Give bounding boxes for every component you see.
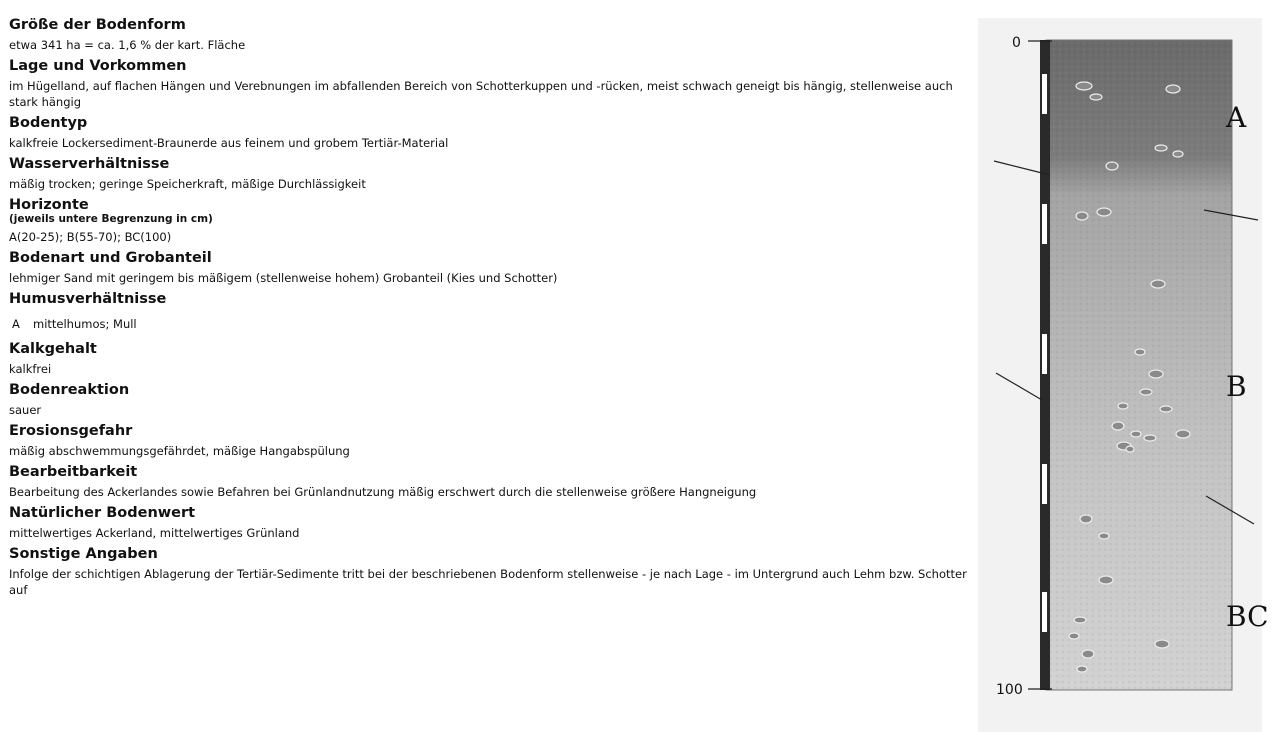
section-text-wert: mittelwertiges Ackerland, mittelwertiges Grünland xyxy=(9,526,300,540)
humus-row xyxy=(12,316,969,332)
scale-label-bottom: 100 xyxy=(996,682,1023,698)
scale-label-top: 0 xyxy=(1012,35,1021,51)
section-text-horizonte: A(20-25); B(55-70); BC(100) xyxy=(9,230,172,244)
humus-text: mittelhumos; Mull xyxy=(33,317,137,331)
section-text-kalk: kalkfrei xyxy=(9,362,52,376)
section-title-humus: Humusverhältnisse xyxy=(9,291,167,307)
soil-description xyxy=(9,10,969,601)
section-title-erosion: Erosionsgefahr xyxy=(9,423,133,439)
horizon-label-a: A xyxy=(1226,101,1247,134)
section-text-groesse: etwa 341 ha = ca. 1,6 % der kart. Fläche xyxy=(9,38,246,52)
section-title-lage: Lage und Vorkommen xyxy=(9,58,187,74)
section-title-bodenart: Bodenart und Grobanteil xyxy=(9,250,212,266)
soil-profile-drawing xyxy=(978,14,1269,736)
section-title-kalk: Kalkgehalt xyxy=(9,341,97,357)
section-text-reaktion: sauer xyxy=(9,403,42,417)
section-text-sonstige: Infolge der schichtigen Ablagerung der Tertiär-Sedimente tritt bei der beschriebenen Bodenform stellenweise - je nach Lage - im Untergrund auch Lehm bzw. Schotter auf xyxy=(9,567,967,597)
section-title-reaktion: Bodenreaktion xyxy=(9,382,130,398)
horizon-label-b: B xyxy=(1226,370,1247,403)
section-text-bodenart: lehmiger Sand mit geringem bis mäßigem (stellenweise hohem) Grobanteil (Kies und Schotter) xyxy=(9,271,558,285)
section-title-wert: Natürlicher Bodenwert xyxy=(9,505,196,521)
section-title-wasser: Wasserverhältnisse xyxy=(9,156,170,172)
section-text-bodentyp: kalkfreie Lockersediment-Braunerde aus feinem und grobem Tertiär-Material xyxy=(9,136,449,150)
section-title-sonstige: Sonstige Angaben xyxy=(9,546,158,562)
section-text-bearbeit: Bearbeitung des Ackerlandes sowie Befahren bei Grünlandnutzung mäßig erschwert durch die stellenweise größere Hangneigung xyxy=(9,485,757,499)
section-text-lage: im Hügelland, auf flachen Hängen und Verebnungen im abfallenden Bereich von Schotterkuppen und -rücken, meist schwach geneigt bis hängig, stellenweise auch stark hängig xyxy=(9,79,953,109)
section-text-wasser: mäßig trocken; geringe Speicherkraft, mäßige Durchlässigkeit xyxy=(9,177,366,191)
section-title-horizonte: Horizonte xyxy=(9,197,89,213)
section-subtitle-horizonte: (jeweils untere Begrenzung in cm) xyxy=(9,213,213,225)
section-title-bearbeit: Bearbeitbarkeit xyxy=(9,464,138,480)
humus-horizon: A xyxy=(12,317,20,331)
section-title-groesse: Größe der Bodenform xyxy=(9,17,186,33)
section-text-erosion: mäßig abschwemmungsgefährdet, mäßige Hangabspülung xyxy=(9,444,350,458)
horizon-label-bc: BC xyxy=(1226,600,1269,633)
section-title-bodentyp: Bodentyp xyxy=(9,115,88,131)
